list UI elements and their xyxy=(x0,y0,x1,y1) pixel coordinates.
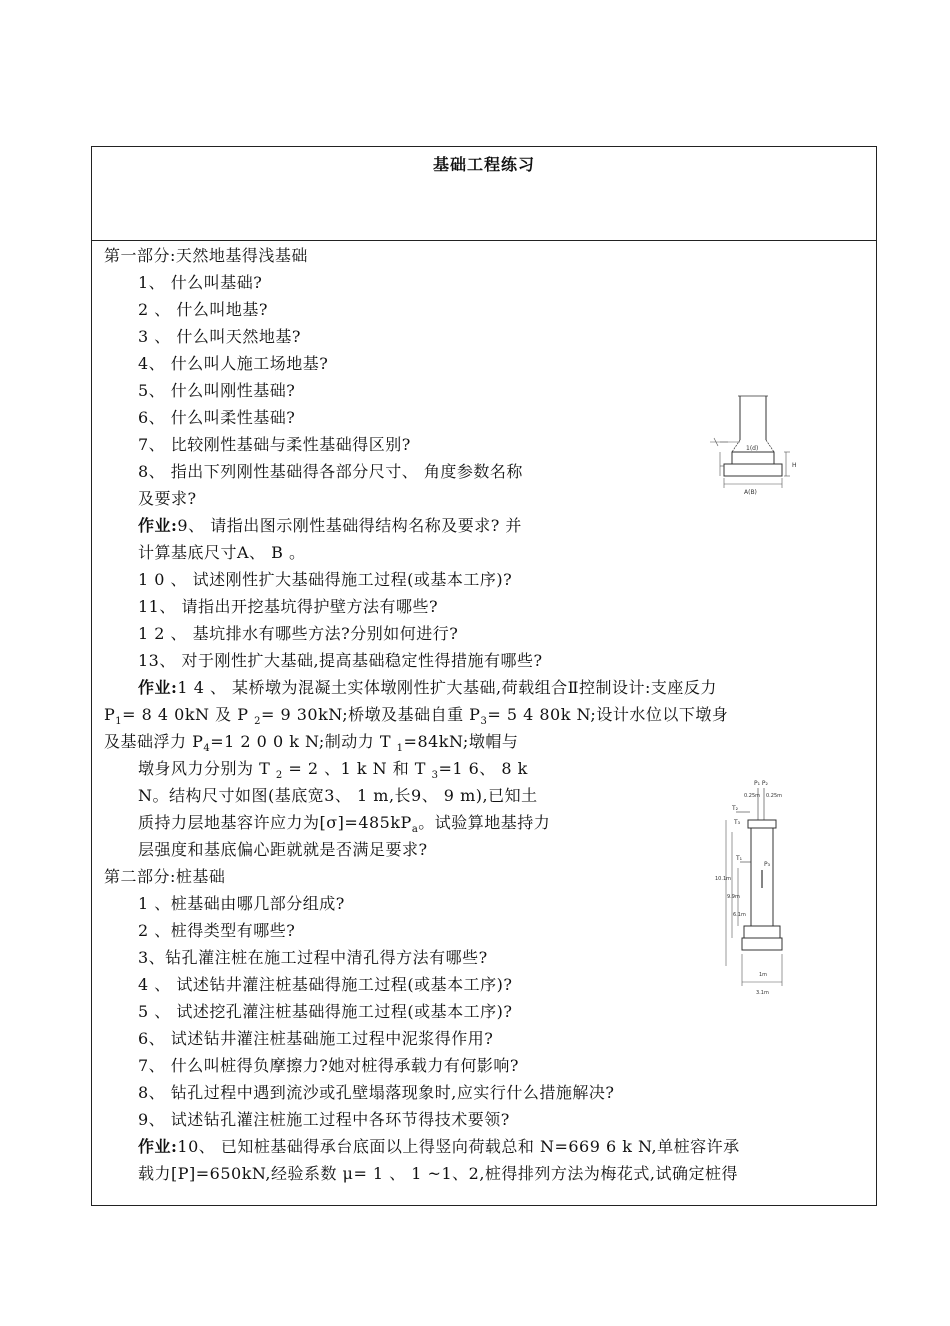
question-9-cont: 计算基底尺寸A、 B 。 xyxy=(138,543,306,562)
figure-label-top: 1(d) xyxy=(746,445,759,452)
bridge-pier-figure xyxy=(714,776,798,1002)
pile-question-2: 2 、桩得类型有哪些? xyxy=(138,921,296,940)
part2-heading: 第二部分:桩基础 xyxy=(104,867,226,886)
question-4: 4、 什么叫人施工场地基? xyxy=(138,354,329,373)
question-14-line6: 质持力层地基容许应力为$[\sigma]=485kP_a$。试验算地基持力 xyxy=(138,813,551,836)
pile-question-3: 3、钻孔灌注桩在施工过程中清孔得方法有哪些? xyxy=(138,948,488,967)
question-6: 6、 什么叫柔性基础? xyxy=(138,408,296,427)
exercise-sheet xyxy=(91,146,877,1206)
question-8-cont: 及要求? xyxy=(138,489,197,508)
figure-label-h1: 10.1m xyxy=(715,876,732,882)
figure-label-bottom: A(B) xyxy=(744,489,757,496)
figure-label-t3: T₁ xyxy=(736,855,743,862)
content-cell xyxy=(92,241,876,1207)
question-12: 1 2 、 基坑排水有哪些方法?分别如何进行? xyxy=(138,624,459,643)
homework-label: 作业: xyxy=(138,516,178,535)
pile-question-4: 4 、 试述钻井灌注桩基础得施工过程(或基本工序)? xyxy=(138,975,513,994)
question-9: 作业:9、 请指出图示刚性基础得结构名称及要求? 并 xyxy=(138,516,522,535)
figure-label-w: 3.1m xyxy=(756,990,769,996)
question-14-line3: 及基础浮力 $P_4=1$ 2 0 0 k N;制动力 T $_1$=84kN;墩帽与 xyxy=(104,732,519,755)
pile-question-5: 5 、 试述挖孔灌注桩基础得施工过程(或基本工序)? xyxy=(138,1002,513,1021)
figure-label-t2: T₃ xyxy=(734,819,741,826)
question-1: 1、 什么叫基础? xyxy=(138,273,263,292)
question-8: 8、 指出下列刚性基础得各部分尺寸、 角度参数名称 xyxy=(138,462,523,481)
figure-label-p3: P₃ xyxy=(764,861,771,868)
question-14-line5: N。结构尺寸如图(基底宽3、 1 m,长9、 9 m),已知土 xyxy=(138,786,538,805)
figure-label-p: P₁ P₂ xyxy=(754,780,768,787)
question-13: 13、 对于刚性扩大基础,提高基础稳定性得措施有哪些? xyxy=(138,651,543,670)
question-2: 2 、 什么叫地基? xyxy=(138,300,268,319)
question-14: 作业:1 4 、 某桥墩为混凝土实体墩刚性扩大基础,荷载组合Ⅱ控制设计:支座反力 xyxy=(138,678,717,697)
question-5: 5、 什么叫刚性基础? xyxy=(138,381,296,400)
question-14-line2: $P_1= 8$ 4 0kN 及 P $_2$= 9 30kN;桥墩及基础自重 $P_3= 5$ 4 80k N;设计水位以下墩身 xyxy=(104,705,729,728)
figure-label-a: 0.25m xyxy=(744,793,761,799)
pile-question-6: 6、 试述钻井灌注桩基础施工过程中泥浆得作用? xyxy=(138,1029,494,1048)
homework-label: 作业: xyxy=(138,678,178,697)
title-cell xyxy=(92,147,876,241)
part1-heading: 第一部分:天然地基得浅基础 xyxy=(104,246,308,265)
figure-label-h2: 9.9m xyxy=(727,894,740,900)
pile-question-7: 7、 什么叫桩得负摩擦力?她对桩得承载力有何影响? xyxy=(138,1056,519,1075)
pile-question-9: 9、 试述钻孔灌注桩施工过程中各环节得技术要领? xyxy=(138,1110,510,1129)
question-7: 7、 比较刚性基础与柔性基础得区别? xyxy=(138,435,411,454)
figure-label-right: H xyxy=(792,462,797,469)
question-3: 3 、 什么叫天然地基? xyxy=(138,327,301,346)
question-14-line7: 层强度和基底偏心距就就是否满足要求? xyxy=(138,840,428,859)
pile-question-10: 作业:10、 已知桩基础得承台底面以上得竖向荷载总和 N=669 6 k N,单桩容许承 xyxy=(138,1137,740,1156)
rigid-foundation-figure xyxy=(706,392,802,500)
figure-label-b: 0.25m xyxy=(766,793,783,799)
figure-label-t1: T₂ xyxy=(732,805,739,812)
figure-label-h3: 6.1m xyxy=(733,912,746,918)
pile-question-8: 8、 钻孔过程中遇到流沙或孔壁塌落现象时,应实行什么措施解决? xyxy=(138,1083,615,1102)
figure-label-h4: 1m xyxy=(759,972,768,978)
homework-label: 作业: xyxy=(138,1137,178,1156)
question-11: 11、 请指出开挖基坑得护壁方法有哪些? xyxy=(138,597,439,616)
pile-question-1: 1 、桩基础由哪几部分组成? xyxy=(138,894,345,913)
pile-question-10-cont: 载力[P]=650kN,经验系数 μ= 1 、 1 ~1、2,桩得排列方法为梅花式,试确定桩得 xyxy=(138,1164,738,1183)
question-10: 1 0 、 试述刚性扩大基础得施工过程(或基本工序)? xyxy=(138,570,513,589)
page-title: 基础工程练习 xyxy=(432,155,535,174)
question-14-line4: 墩身风力分别为 T $_2$ = 2 、1 k N 和 T $_3$=1 6、 8 k xyxy=(138,759,528,782)
